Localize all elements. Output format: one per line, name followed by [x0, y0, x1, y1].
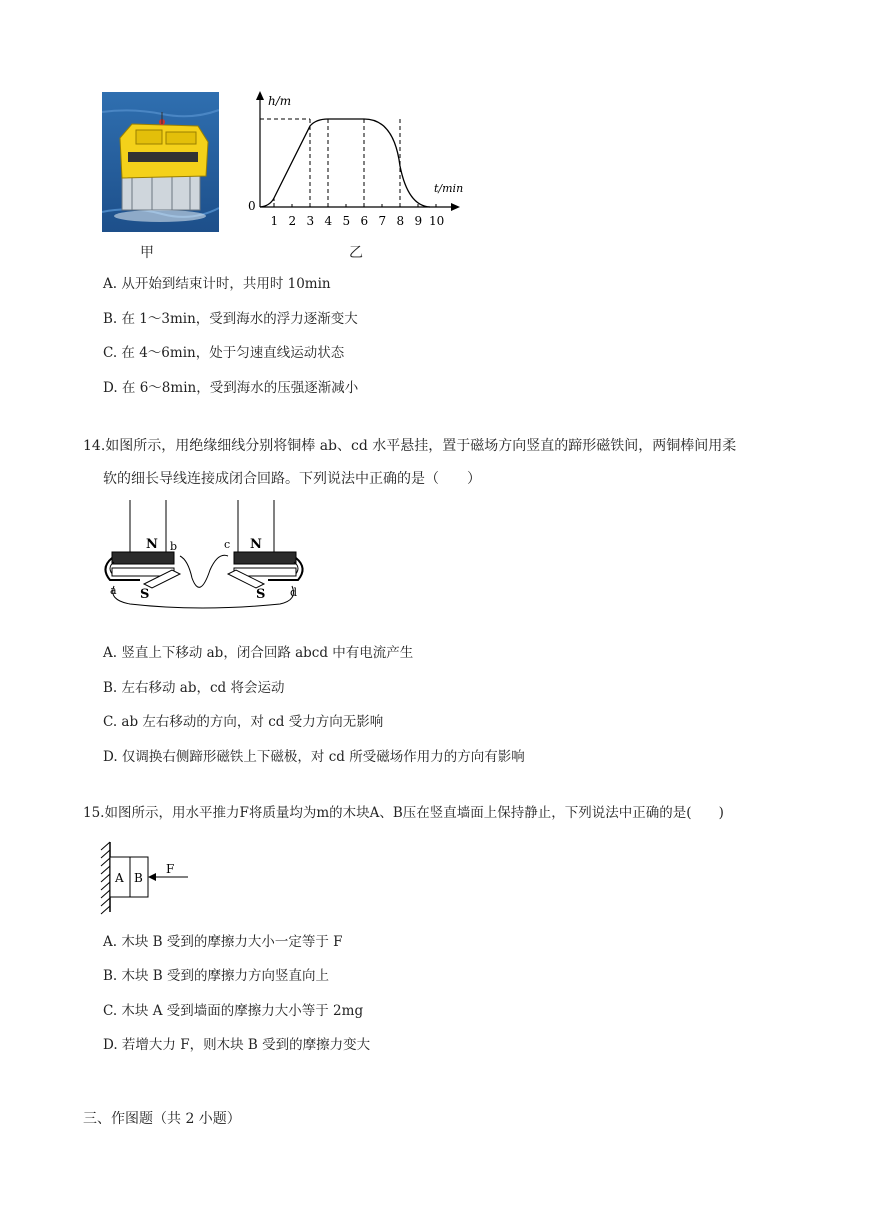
label-n-left: N [146, 537, 158, 552]
q15-option-c[interactable]: C. 木块 A 受到墙面的摩擦力大小等于 2mg [103, 1003, 364, 1019]
force-label: F [166, 862, 175, 876]
label-b: b [170, 540, 178, 553]
section-3-heading: 三、作图题（共 2 小题） [83, 1111, 241, 1127]
label-c: c [224, 538, 231, 551]
depth-time-graph [246, 86, 466, 231]
q14-option-c[interactable]: C. ab 左右移动的方向，对 cd 受力方向无影响 [103, 714, 384, 730]
x-tick-label: 7 [378, 214, 387, 228]
q15-stem: 15.如图所示，用水平推力F将质量均为m的木块A、B压在竖直墙面上保持静止，下列说法中正确的是( ) [83, 805, 724, 821]
label-d: d [290, 586, 298, 599]
q14-stem-line-2: 软的细长导线连接成闭合回路。下列说法中正确的是（ ） [103, 471, 481, 487]
block-a-label: A [115, 871, 124, 885]
q13-option-b[interactable]: B. 在 1～3min，受到海水的浮力逐渐变大 [103, 311, 358, 327]
x-tick-label: 9 [414, 214, 423, 228]
q13-option-a[interactable]: A. 从开始到结束计时，共用时 10min [103, 276, 331, 292]
label-s-right: S [256, 587, 266, 602]
submersible-photo [102, 92, 219, 232]
force-arrow [148, 873, 156, 881]
x-tick-label: 10 [429, 214, 445, 228]
q15-option-b[interactable]: B. 木块 B 受到的摩擦力方向竖直向上 [103, 968, 330, 984]
label-s-left: S [140, 587, 150, 602]
depth-curve [260, 119, 430, 207]
q14-option-b[interactable]: B. 左右移动 ab，cd 将会运动 [103, 680, 285, 696]
x-tick-label: 6 [360, 214, 369, 228]
y-axis-label: h/m [268, 94, 292, 108]
graph-caption: 乙 [349, 245, 363, 261]
q15-option-a[interactable]: A. 木块 B 受到的摩擦力大小一定等于 F [103, 934, 343, 950]
q14-option-a[interactable]: A. 竖直上下移动 ab，闭合回路 abcd 中有电流产生 [103, 645, 414, 661]
x-tick-label: 8 [396, 214, 405, 228]
block-b-label: B [134, 871, 143, 885]
q14-option-d[interactable]: D. 仅调换右侧蹄形磁铁上下磁极，对 cd 所受磁场作用力的方向有影响 [103, 749, 525, 765]
x-tick-label: 4 [324, 214, 333, 228]
label-a: a [110, 584, 117, 597]
magnets-figure [100, 500, 310, 610]
x-tick-label: 2 [288, 214, 297, 228]
blocks-wall-figure [100, 840, 200, 915]
x-tick-label: 3 [306, 214, 315, 228]
photo-caption: 甲 [140, 245, 154, 261]
q13-option-c[interactable]: C. 在 4～6min，处于匀速直线运动状态 [103, 345, 345, 361]
origin-label: 0 [248, 199, 256, 213]
x-axis-label: t/min [434, 182, 464, 195]
x-tick-label: 5 [342, 214, 351, 228]
q13-option-d[interactable]: D. 在 6～8min，受到海水的压强逐渐减小 [103, 380, 359, 396]
x-tick-label: 1 [270, 214, 279, 228]
q14-stem-line-1: 14.如图所示，用绝缘细线分别将铜棒 ab、cd 水平悬挂，置于磁场方向竖直的蹄形磁铁间，两铜棒间用柔 [83, 438, 737, 454]
q15-option-d[interactable]: D. 若增大力 F，则木块 B 受到的摩擦力变大 [103, 1037, 371, 1053]
label-n-right: N [250, 537, 262, 552]
